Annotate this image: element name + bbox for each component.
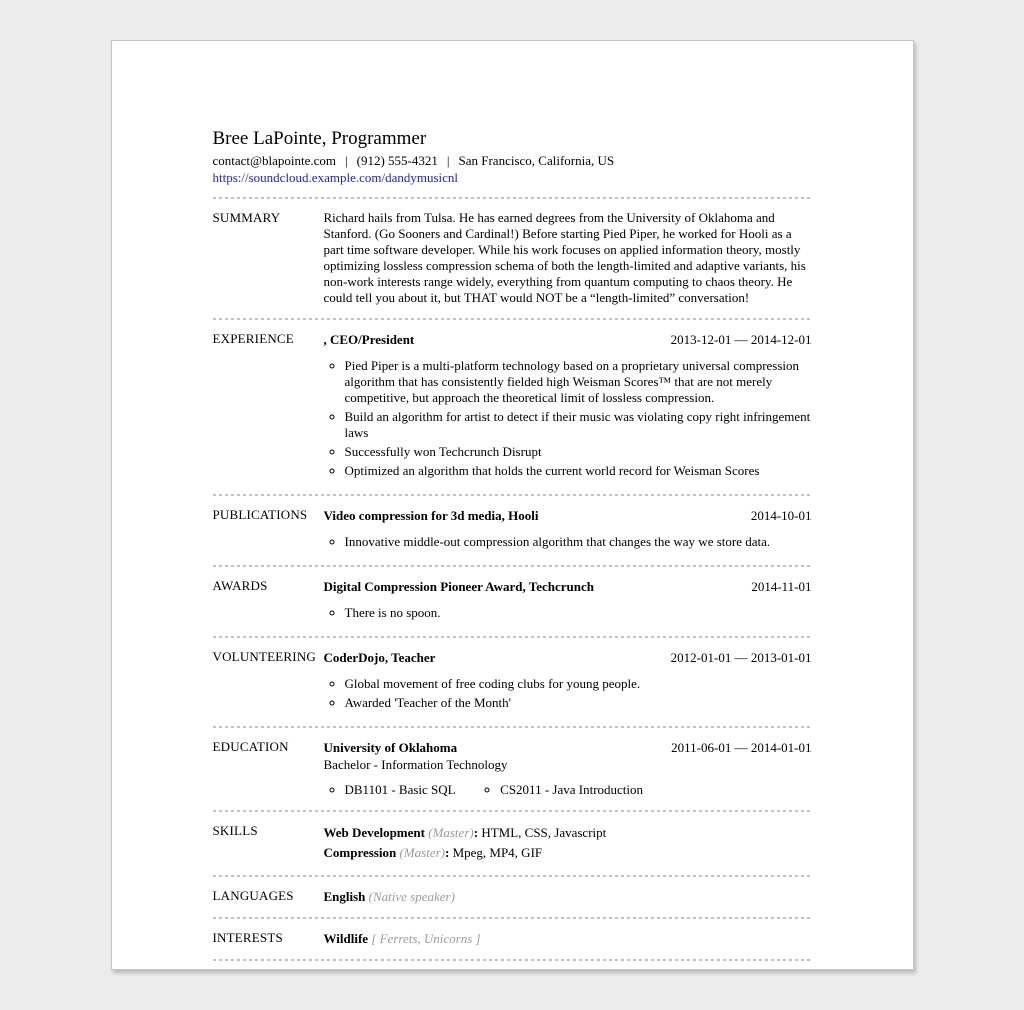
language-item (324, 888, 812, 905)
skill-item (324, 843, 812, 863)
interest-name: Wildlife (323, 931, 369, 946)
interest-item (324, 930, 812, 947)
experience-label: EXPERIENCE (212, 331, 294, 346)
contact-separator: | (446, 153, 450, 168)
publications-entry-date: 2014-10-01 (750, 508, 812, 523)
publications-bullet-list (324, 534, 812, 550)
languages-label: LANGUAGES (212, 888, 294, 903)
section-skills (213, 812, 812, 865)
education-entry-date: 2011-06-01 — 2014-01-01 (671, 740, 812, 755)
awards-entry-title: Digital Compression Pioneer Award, Techcrunch (323, 579, 594, 594)
education-label: EDUCATION (212, 739, 289, 754)
volunteering-label: VOLUNTEERING (212, 649, 316, 664)
section-awards (213, 567, 812, 626)
section-languages (213, 877, 812, 907)
volunteering-entry-date: 2012-01-01 — 2013-01-01 (670, 650, 812, 665)
awards-label: AWARDS (212, 578, 268, 593)
contact-phone: (912) 555-4321 (356, 153, 438, 168)
contact-email: contact@blapointe.com (212, 153, 337, 168)
skill-item (324, 823, 812, 843)
contact-separator: | (345, 153, 348, 168)
bullet-item: ◦ There is no spoon. (345, 605, 812, 621)
skills-label: SKILLS (212, 823, 258, 838)
education-entry-title: University of Oklahoma (323, 740, 458, 755)
skill-colon: : (444, 845, 450, 860)
volunteering-bullet-list (324, 676, 812, 711)
resume-page (111, 40, 914, 970)
skill-name: Web Development (323, 825, 425, 840)
section-divider (213, 959, 813, 961)
section-interests (213, 919, 812, 949)
language-level: (Native speaker) (368, 889, 455, 904)
summary-text: Richard hails from Tulsa. He has earned degrees from the University of Oklahoma and Stanford. (Go Sooners and Cardinal!) Before starting Pied Piper, he worked for Hooli as a part time software developer. While his work focuses on applied information theory, mostly optimizing lossless compression schema of both the length-limited and adaptive variants, his non-work interests range widely, everything from quantum computing to chaos theory. He could tell you about it, but THAT would NOT be a “length-limited” conversation! (323, 210, 806, 305)
education-course-list (324, 782, 812, 798)
volunteering-entry-title: CoderDojo, Teacher (323, 650, 436, 665)
course-item: ◦ DB1101 - Basic SQL (345, 782, 501, 798)
awards-entry-date: 2014-11-01 (751, 579, 812, 594)
skill-name: Compression (323, 845, 397, 860)
resume-name: Bree LaPointe, Programmer (212, 128, 427, 149)
interest-keywords: [ Ferrets, Unicorns ] (371, 931, 481, 946)
skill-level: (Master) (399, 845, 445, 860)
section-volunteering (213, 638, 812, 716)
publications-entry-title: Video compression for 3d media, Hooli (323, 508, 539, 523)
awards-entry-header (324, 578, 812, 595)
bullet-item: ◦ Build an algorithm for artist to detect if their music was violating copy right infringement laws (345, 409, 812, 441)
skill-level: (Master) (428, 825, 474, 840)
publications-label: PUBLICATIONS (212, 507, 308, 522)
bullet-item: ◦ Innovative middle-out compression algorithm that changes the way we store data. (345, 534, 812, 550)
awards-bullet-list (324, 605, 812, 621)
bullet-item: ◦ Successfully won Techcrunch Disrupt (345, 444, 812, 460)
contact-location: San Francisco, California, US (458, 153, 615, 168)
publications-entry-header (324, 507, 812, 524)
contact-line (213, 153, 812, 169)
section-publications (213, 496, 812, 555)
bullet-item: ◦ Global movement of free coding clubs for young people. (345, 676, 812, 692)
section-experience (213, 320, 812, 484)
bullet-item: ◦ Optimized an algorithm that holds the current world record for Weisman Scores (345, 463, 812, 479)
bullet-item: ◦ Pied Piper is a multi-platform technology based on a proprietary universal compression algorithm that has consistently fielded high Weisman Scores™ that are not merely competitive, but approach the theoretical limit of lossless compression. (345, 358, 812, 406)
experience-entry-header (324, 331, 812, 348)
education-entry-header (324, 739, 812, 756)
skill-keywords: Mpeg, MP4, GIF (452, 845, 543, 860)
interests-label: INTERESTS (212, 930, 283, 945)
education-degree: Bachelor - Information Technology (323, 757, 508, 772)
skill-keywords: HTML, CSS, Javascript (481, 825, 607, 840)
skill-colon: : (473, 825, 479, 840)
volunteering-entry-header (324, 649, 812, 666)
soundcloud-profile-link[interactable]: https://soundcloud.example.com/dandymusicnl (212, 170, 459, 185)
course-item: ◦ CS2011 - Java Introduction (500, 782, 656, 798)
summary-label: SUMMARY (212, 210, 281, 225)
experience-bullet-list (324, 358, 812, 479)
language-name: English (323, 889, 366, 904)
experience-entry-title: , CEO/President (323, 332, 415, 347)
bullet-item: ◦ Awarded 'Teacher of the Month' (345, 695, 812, 711)
experience-entry-date: 2013-12-01 — 2014-12-01 (670, 332, 812, 347)
section-summary (213, 199, 812, 308)
section-education (213, 728, 812, 800)
